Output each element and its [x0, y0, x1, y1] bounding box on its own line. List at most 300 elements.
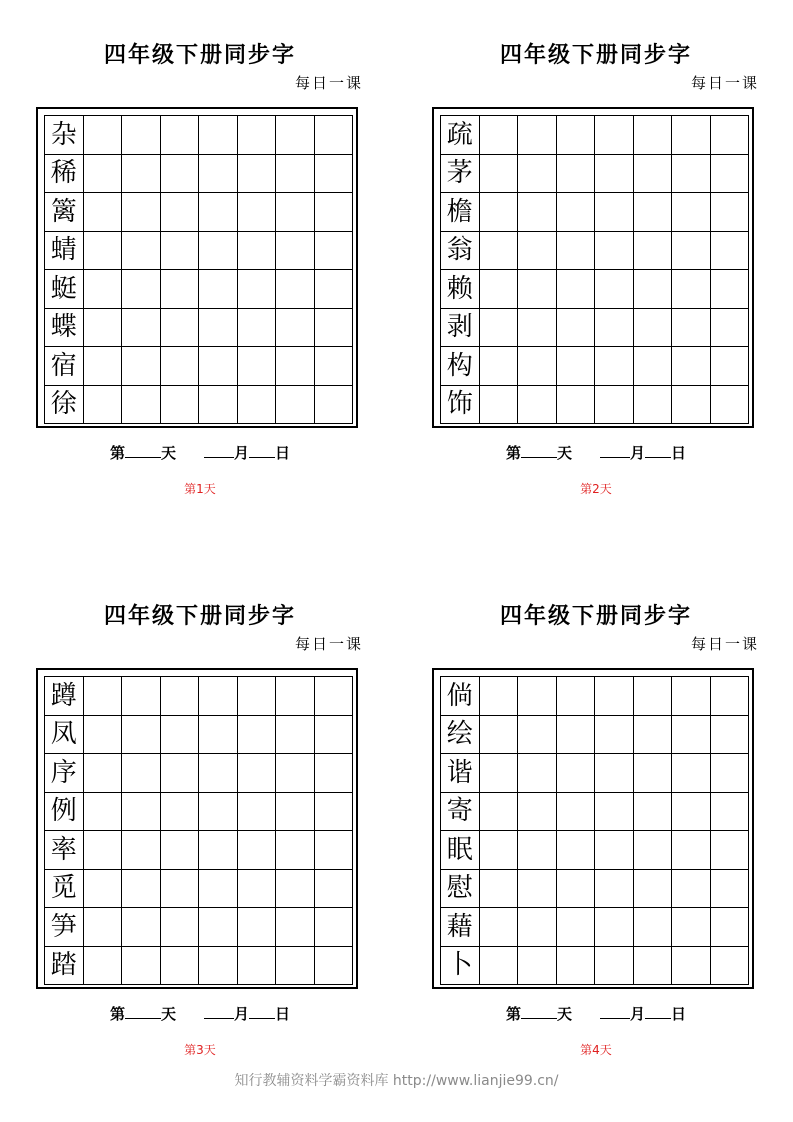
practice-grid-frame	[432, 668, 754, 989]
practice-cell[interactable]	[161, 947, 200, 986]
practice-cell[interactable]	[199, 908, 238, 947]
practice-cell[interactable]	[84, 947, 123, 986]
practice-cell[interactable]	[122, 309, 161, 348]
practice-cell[interactable]	[122, 386, 161, 425]
practice-cell[interactable]	[276, 754, 315, 793]
practice-cell[interactable]	[84, 793, 123, 832]
date-suffix: 日	[671, 1005, 687, 1023]
practice-cell[interactable]	[199, 947, 238, 986]
practice-cell[interactable]	[672, 754, 711, 793]
practice-cell[interactable]	[595, 754, 634, 793]
day-label: 第3天	[184, 1043, 216, 1057]
panel-title: 四年级下册同步字	[499, 604, 692, 629]
practice-cell[interactable]	[634, 270, 673, 309]
worksheet-panel-1	[35, 20, 365, 496]
practice-cell[interactable]	[672, 793, 711, 832]
practice-cell[interactable]	[634, 386, 673, 425]
practice-cell[interactable]	[122, 908, 161, 947]
practice-cell[interactable]	[711, 831, 750, 870]
practice-cell[interactable]	[315, 232, 354, 271]
practice-cell[interactable]	[518, 270, 557, 309]
practice-cell[interactable]	[84, 677, 123, 716]
practice-cell[interactable]	[84, 116, 123, 155]
day-blank[interactable]	[125, 1006, 161, 1019]
date-prefix: 第	[505, 1005, 521, 1023]
practice-cell[interactable]	[315, 947, 354, 986]
practice-cell[interactable]	[557, 386, 596, 425]
practice-cell[interactable]	[672, 870, 711, 909]
date-line	[431, 1003, 761, 1024]
practice-cell[interactable]	[557, 347, 596, 386]
date-prefix: 第	[109, 1005, 125, 1023]
practice-cell[interactable]	[518, 386, 557, 425]
practice-cell[interactable]	[199, 193, 238, 232]
practice-cell[interactable]	[595, 193, 634, 232]
footer-watermark: 知行教辅资料学霸资料库 http://www.lianjie99.cn/	[234, 1073, 559, 1089]
model-character: 藉	[441, 908, 480, 947]
model-character: 绘	[441, 716, 480, 755]
practice-cell[interactable]	[480, 155, 519, 194]
date-blank[interactable]	[249, 445, 275, 458]
practice-cell[interactable]	[315, 677, 354, 716]
practice-cell[interactable]	[199, 347, 238, 386]
practice-cell[interactable]	[480, 309, 519, 348]
practice-cell[interactable]	[122, 193, 161, 232]
practice-cell[interactable]	[84, 831, 123, 870]
model-character: 笋	[45, 908, 84, 947]
practice-cell[interactable]	[595, 309, 634, 348]
practice-cell[interactable]	[672, 386, 711, 425]
practice-cell[interactable]	[634, 793, 673, 832]
practice-cell[interactable]	[199, 386, 238, 425]
practice-cell[interactable]	[276, 270, 315, 309]
practice-grid-frame	[36, 668, 358, 989]
practice-cell[interactable]	[199, 116, 238, 155]
practice-cell[interactable]	[557, 193, 596, 232]
date-blank[interactable]	[645, 445, 671, 458]
practice-cell[interactable]	[161, 116, 200, 155]
month-suffix: 月	[630, 1005, 646, 1023]
model-character: 踏	[45, 947, 84, 986]
model-character: 蜓	[45, 270, 84, 309]
practice-cell[interactable]	[634, 947, 673, 986]
practice-cell[interactable]	[480, 908, 519, 947]
practice-cell[interactable]	[238, 947, 277, 986]
practice-cell[interactable]	[634, 309, 673, 348]
practice-cell[interactable]	[634, 347, 673, 386]
practice-cell[interactable]	[238, 870, 277, 909]
day-label: 第1天	[184, 482, 216, 496]
practice-cell[interactable]	[122, 716, 161, 755]
practice-cell[interactable]	[315, 870, 354, 909]
worksheet-panel-4	[431, 581, 761, 1057]
practice-cell[interactable]	[276, 831, 315, 870]
practice-cell[interactable]	[161, 677, 200, 716]
practice-cell[interactable]	[122, 155, 161, 194]
practice-cell[interactable]	[84, 908, 123, 947]
practice-cell[interactable]	[595, 232, 634, 271]
practice-grid-frame	[36, 107, 358, 428]
practice-cell[interactable]	[595, 947, 634, 986]
practice-cell[interactable]	[557, 947, 596, 986]
practice-cell[interactable]	[480, 270, 519, 309]
practice-cell[interactable]	[315, 908, 354, 947]
practice-cell[interactable]	[84, 386, 123, 425]
practice-cell[interactable]	[672, 309, 711, 348]
practice-cell[interactable]	[672, 908, 711, 947]
model-character: 赖	[441, 270, 480, 309]
practice-cell[interactable]	[557, 831, 596, 870]
practice-cell[interactable]	[518, 193, 557, 232]
practice-cell[interactable]	[238, 116, 277, 155]
date-line	[35, 1003, 365, 1024]
practice-cell[interactable]	[315, 193, 354, 232]
panel-subtitle: 每日一课	[294, 74, 363, 92]
day-blank[interactable]	[521, 445, 557, 458]
model-character: 例	[45, 793, 84, 832]
practice-cell[interactable]	[276, 116, 315, 155]
practice-cell[interactable]	[480, 232, 519, 271]
practice-cell[interactable]	[276, 155, 315, 194]
model-character: 觅	[45, 870, 84, 909]
practice-cell[interactable]	[634, 116, 673, 155]
practice-cell[interactable]	[711, 870, 750, 909]
practice-cell[interactable]	[238, 155, 277, 194]
model-character: 稀	[45, 155, 84, 194]
day-blank[interactable]	[125, 445, 161, 458]
model-character: 杂	[45, 116, 84, 155]
practice-cell[interactable]	[238, 270, 277, 309]
practice-cell[interactable]	[84, 270, 123, 309]
model-character: 剥	[441, 309, 480, 348]
practice-cell[interactable]	[122, 232, 161, 271]
practice-cell[interactable]	[711, 716, 750, 755]
worksheet-panel-3	[35, 581, 365, 1057]
practice-cell[interactable]	[595, 716, 634, 755]
month-suffix: 月	[234, 444, 250, 462]
panel-subtitle: 每日一课	[690, 74, 759, 92]
practice-cell[interactable]	[480, 870, 519, 909]
practice-cell[interactable]	[634, 716, 673, 755]
day-blank[interactable]	[521, 1006, 557, 1019]
panel-title: 四年级下册同步字	[103, 43, 296, 68]
practice-cell[interactable]	[315, 754, 354, 793]
practice-cell[interactable]	[557, 309, 596, 348]
practice-cell[interactable]	[161, 193, 200, 232]
month-suffix: 月	[630, 444, 646, 462]
practice-cell[interactable]	[238, 386, 277, 425]
practice-cell[interactable]	[711, 677, 750, 716]
practice-cell[interactable]	[595, 831, 634, 870]
practice-cell[interactable]	[238, 347, 277, 386]
practice-cell[interactable]	[518, 347, 557, 386]
practice-cell[interactable]	[199, 270, 238, 309]
practice-cell[interactable]	[518, 754, 557, 793]
practice-cell[interactable]	[315, 270, 354, 309]
practice-cell[interactable]	[595, 347, 634, 386]
practice-cell[interactable]	[480, 947, 519, 986]
month-blank[interactable]	[600, 445, 630, 458]
practice-cell[interactable]	[480, 386, 519, 425]
date-blank[interactable]	[645, 1006, 671, 1019]
practice-cell[interactable]	[711, 116, 750, 155]
date-prefix: 第	[109, 444, 125, 462]
practice-cell[interactable]	[276, 870, 315, 909]
practice-cell[interactable]	[518, 677, 557, 716]
practice-cell[interactable]	[238, 754, 277, 793]
practice-cell[interactable]	[634, 831, 673, 870]
practice-cell[interactable]	[238, 716, 277, 755]
date-suffix: 日	[671, 444, 687, 462]
practice-cell[interactable]	[315, 831, 354, 870]
practice-cell[interactable]	[84, 232, 123, 271]
practice-cell[interactable]	[276, 793, 315, 832]
practice-cell[interactable]	[122, 947, 161, 986]
practice-cell[interactable]	[238, 793, 277, 832]
practice-grid-frame	[432, 107, 754, 428]
practice-cell[interactable]	[634, 908, 673, 947]
date-suffix: 日	[275, 444, 291, 462]
practice-cell[interactable]	[84, 155, 123, 194]
practice-cell[interactable]	[634, 193, 673, 232]
day-suffix: 天	[160, 1005, 176, 1023]
practice-cell[interactable]	[161, 386, 200, 425]
practice-cell[interactable]	[199, 155, 238, 194]
practice-cell[interactable]	[276, 347, 315, 386]
practice-cell[interactable]	[276, 947, 315, 986]
model-character: 寄	[441, 793, 480, 832]
practice-cell[interactable]	[276, 908, 315, 947]
day-suffix: 天	[556, 1005, 572, 1023]
practice-cell[interactable]	[634, 870, 673, 909]
practice-cell[interactable]	[595, 386, 634, 425]
practice-cell[interactable]	[238, 831, 277, 870]
worksheet-panel-2	[431, 20, 761, 496]
model-character: 檐	[441, 193, 480, 232]
practice-cell[interactable]	[161, 716, 200, 755]
practice-cell[interactable]	[711, 270, 750, 309]
practice-cell[interactable]	[557, 793, 596, 832]
practice-cell[interactable]	[672, 232, 711, 271]
date-line	[431, 442, 761, 463]
practice-cell[interactable]	[557, 677, 596, 716]
practice-cell[interactable]	[634, 155, 673, 194]
model-character: 倘	[441, 677, 480, 716]
practice-cell[interactable]	[672, 831, 711, 870]
practice-cell[interactable]	[672, 716, 711, 755]
practice-cell[interactable]	[518, 232, 557, 271]
practice-cell[interactable]	[238, 309, 277, 348]
date-line	[35, 442, 365, 463]
practice-cell[interactable]	[557, 716, 596, 755]
practice-cell[interactable]	[238, 232, 277, 271]
practice-grid	[440, 676, 749, 985]
practice-cell[interactable]	[557, 870, 596, 909]
practice-cell[interactable]	[711, 155, 750, 194]
practice-cell[interactable]	[276, 193, 315, 232]
model-character: 蝶	[45, 309, 84, 348]
practice-cell[interactable]	[315, 716, 354, 755]
practice-cell[interactable]	[711, 309, 750, 348]
practice-cell[interactable]	[518, 831, 557, 870]
practice-cell[interactable]	[199, 232, 238, 271]
practice-cell[interactable]	[711, 793, 750, 832]
practice-cell[interactable]	[122, 116, 161, 155]
practice-cell[interactable]	[557, 754, 596, 793]
practice-cell[interactable]	[238, 193, 277, 232]
practice-cell[interactable]	[480, 677, 519, 716]
model-character: 谐	[441, 754, 480, 793]
practice-cell[interactable]	[518, 793, 557, 832]
practice-cell[interactable]	[84, 870, 123, 909]
practice-cell[interactable]	[161, 270, 200, 309]
practice-cell[interactable]	[122, 831, 161, 870]
practice-cell[interactable]	[557, 232, 596, 271]
month-suffix: 月	[234, 1005, 250, 1023]
practice-cell[interactable]	[161, 754, 200, 793]
practice-cell[interactable]	[161, 870, 200, 909]
practice-cell[interactable]	[199, 793, 238, 832]
practice-cell[interactable]	[672, 155, 711, 194]
practice-cell[interactable]	[672, 270, 711, 309]
practice-cell[interactable]	[161, 309, 200, 348]
practice-cell[interactable]	[161, 908, 200, 947]
practice-cell[interactable]	[84, 754, 123, 793]
practice-cell[interactable]	[238, 908, 277, 947]
practice-cell[interactable]	[315, 309, 354, 348]
practice-cell[interactable]	[557, 116, 596, 155]
practice-cell[interactable]	[634, 232, 673, 271]
practice-cell[interactable]	[480, 831, 519, 870]
practice-cell[interactable]	[122, 270, 161, 309]
practice-cell[interactable]	[518, 947, 557, 986]
model-character: 茅	[441, 155, 480, 194]
practice-cell[interactable]	[276, 677, 315, 716]
practice-cell[interactable]	[84, 716, 123, 755]
model-character: 序	[45, 754, 84, 793]
practice-cell[interactable]	[672, 677, 711, 716]
practice-cell[interactable]	[238, 677, 277, 716]
practice-grid	[44, 115, 353, 424]
model-character: 篱	[45, 193, 84, 232]
date-blank[interactable]	[249, 1006, 275, 1019]
practice-cell[interactable]	[711, 947, 750, 986]
practice-cell[interactable]	[480, 193, 519, 232]
practice-cell[interactable]	[711, 232, 750, 271]
practice-cell[interactable]	[276, 309, 315, 348]
practice-cell[interactable]	[276, 386, 315, 425]
practice-cell[interactable]	[711, 386, 750, 425]
model-character: 凤	[45, 716, 84, 755]
panel-title: 四年级下册同步字	[499, 43, 692, 68]
practice-cell[interactable]	[518, 309, 557, 348]
practice-cell[interactable]	[199, 754, 238, 793]
practice-cell[interactable]	[315, 155, 354, 194]
practice-cell[interactable]	[199, 677, 238, 716]
practice-cell[interactable]	[122, 347, 161, 386]
day-suffix: 天	[556, 444, 572, 462]
practice-cell[interactable]	[199, 309, 238, 348]
practice-cell[interactable]	[711, 908, 750, 947]
model-character: 眠	[441, 831, 480, 870]
model-character: 蹲	[45, 677, 84, 716]
practice-cell[interactable]	[672, 116, 711, 155]
practice-grid	[44, 676, 353, 985]
practice-cell[interactable]	[557, 270, 596, 309]
practice-cell[interactable]	[276, 716, 315, 755]
practice-cell[interactable]	[122, 870, 161, 909]
practice-cell[interactable]	[518, 716, 557, 755]
model-character: 宿	[45, 347, 84, 386]
practice-cell[interactable]	[199, 716, 238, 755]
model-character: 构	[441, 347, 480, 386]
practice-cell[interactable]	[672, 947, 711, 986]
model-character: 蜻	[45, 232, 84, 271]
practice-cell[interactable]	[315, 116, 354, 155]
practice-cell[interactable]	[480, 793, 519, 832]
practice-cell[interactable]	[557, 155, 596, 194]
practice-cell[interactable]	[480, 754, 519, 793]
practice-cell[interactable]	[161, 831, 200, 870]
practice-cell[interactable]	[122, 677, 161, 716]
practice-cell[interactable]	[595, 908, 634, 947]
practice-cell[interactable]	[557, 908, 596, 947]
practice-cell[interactable]	[276, 232, 315, 271]
practice-cell[interactable]	[518, 908, 557, 947]
practice-cell[interactable]	[518, 155, 557, 194]
practice-cell[interactable]	[161, 347, 200, 386]
practice-cell[interactable]	[711, 193, 750, 232]
panel-subtitle: 每日一课	[690, 635, 759, 653]
model-character: 徐	[45, 386, 84, 425]
practice-cell[interactable]	[711, 754, 750, 793]
practice-cell[interactable]	[595, 793, 634, 832]
practice-cell[interactable]	[480, 116, 519, 155]
practice-cell[interactable]	[122, 793, 161, 832]
practice-cell[interactable]	[315, 347, 354, 386]
month-blank[interactable]	[204, 445, 234, 458]
practice-cell[interactable]	[161, 232, 200, 271]
month-blank[interactable]	[204, 1006, 234, 1019]
practice-cell[interactable]	[595, 677, 634, 716]
practice-cell[interactable]	[595, 270, 634, 309]
practice-cell[interactable]	[595, 155, 634, 194]
practice-cell[interactable]	[672, 347, 711, 386]
practice-cell[interactable]	[315, 793, 354, 832]
practice-cell[interactable]	[84, 309, 123, 348]
practice-cell[interactable]	[518, 116, 557, 155]
practice-cell[interactable]	[315, 386, 354, 425]
practice-cell[interactable]	[480, 347, 519, 386]
practice-cell[interactable]	[161, 793, 200, 832]
practice-cell[interactable]	[672, 193, 711, 232]
practice-cell[interactable]	[161, 155, 200, 194]
practice-cell[interactable]	[595, 116, 634, 155]
practice-cell[interactable]	[199, 831, 238, 870]
practice-cell[interactable]	[634, 754, 673, 793]
practice-cell[interactable]	[122, 754, 161, 793]
practice-cell[interactable]	[84, 193, 123, 232]
practice-cell[interactable]	[595, 870, 634, 909]
practice-cell[interactable]	[199, 870, 238, 909]
model-character: 卜	[441, 947, 480, 986]
month-blank[interactable]	[600, 1006, 630, 1019]
practice-cell[interactable]	[711, 347, 750, 386]
practice-cell[interactable]	[518, 870, 557, 909]
practice-cell[interactable]	[480, 716, 519, 755]
practice-cell[interactable]	[634, 677, 673, 716]
practice-cell[interactable]	[84, 347, 123, 386]
